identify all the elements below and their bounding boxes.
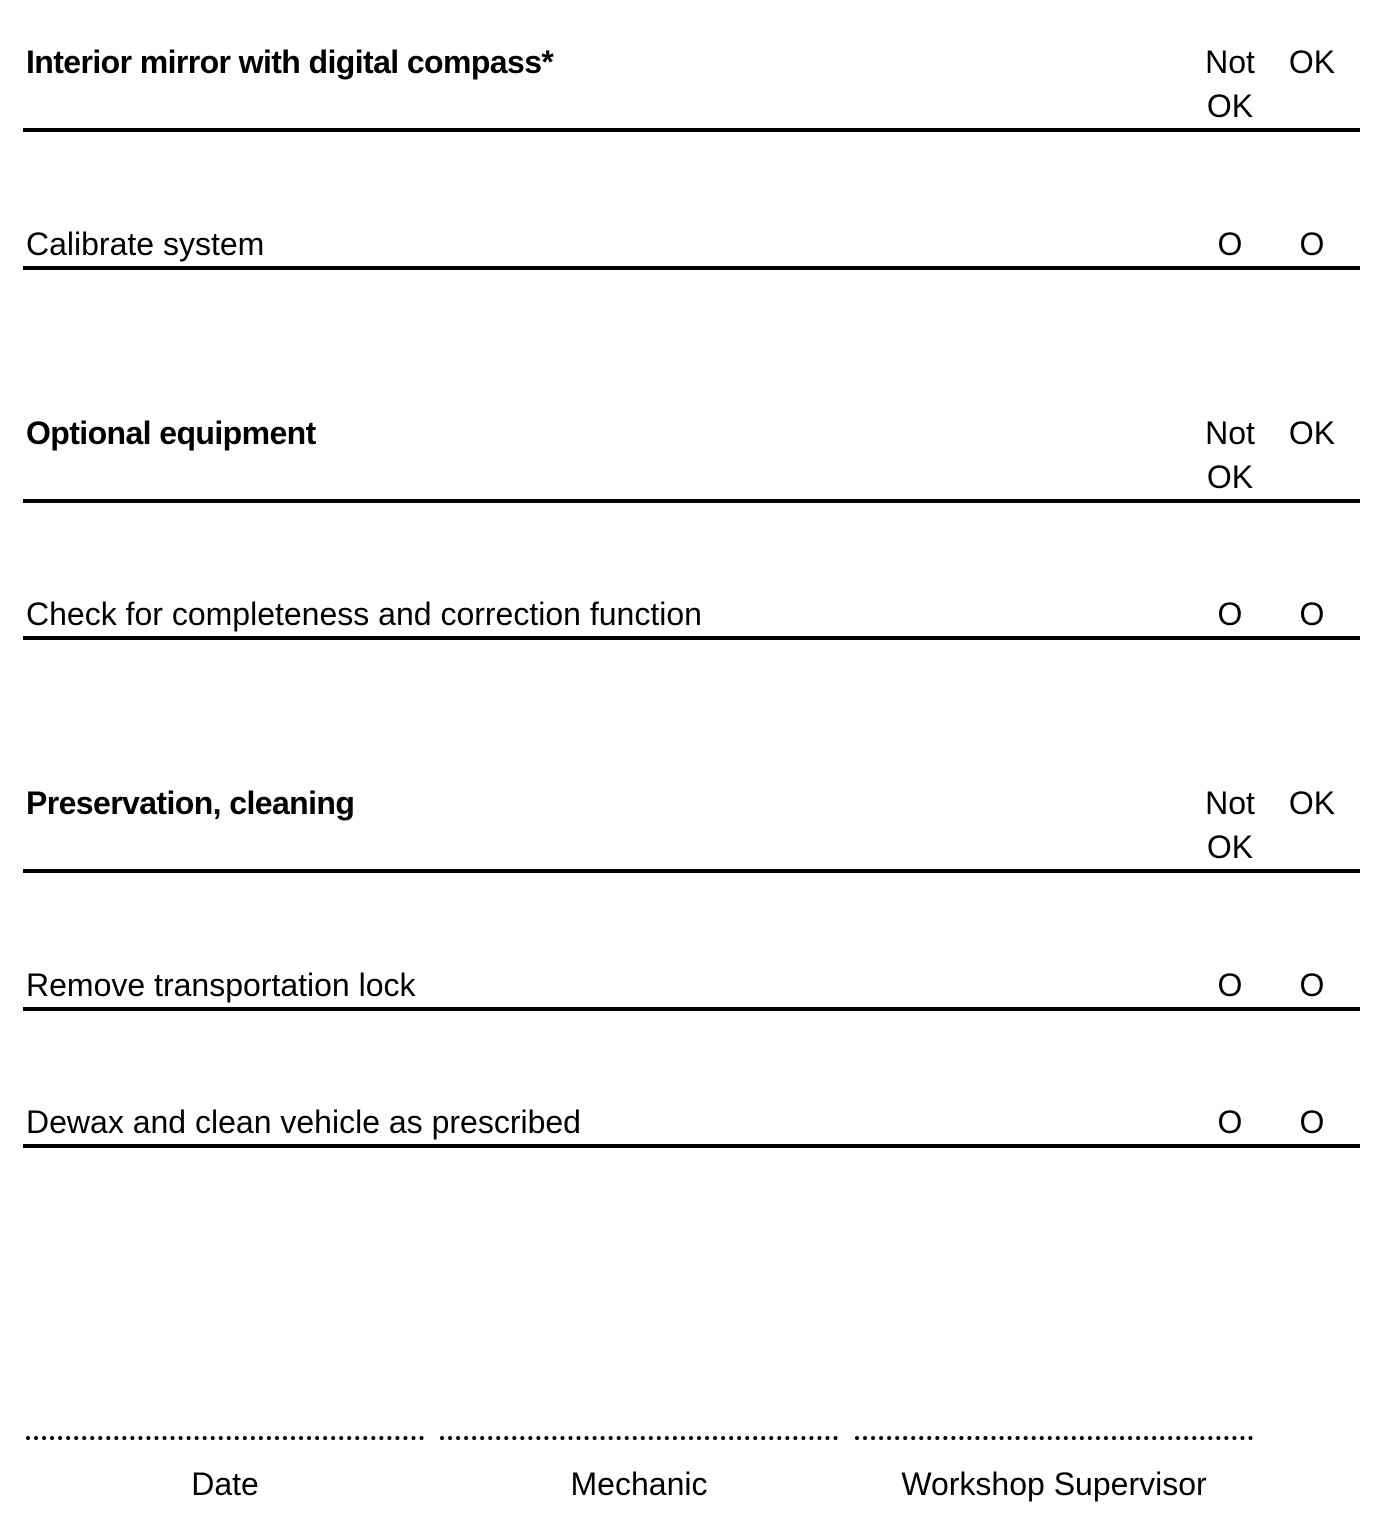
mechanic-signature-line[interactable] (440, 1432, 838, 1440)
section-divider (23, 499, 1360, 503)
column-header-ok: OK (1288, 415, 1336, 451)
column-header-not-ok-line1: Not (1205, 44, 1255, 80)
checklist-item-label: Remove transportation lock (26, 967, 416, 1003)
column-header-not-ok-line2: OK (1206, 829, 1254, 865)
ok-checkbox[interactable]: O (1299, 226, 1325, 262)
column-header-not-ok-line2: OK (1206, 88, 1254, 124)
column-header-not-ok (1190, 411, 1270, 499)
row-divider (23, 636, 1360, 640)
section-divider (23, 869, 1360, 873)
supervisor-signature-line[interactable] (855, 1432, 1253, 1440)
column-header-not-ok-line1: Not (1205, 415, 1255, 451)
not-ok-checkbox[interactable]: O (1217, 967, 1243, 1003)
section-divider (23, 128, 1360, 132)
column-header-not-ok (1190, 781, 1270, 869)
checklist-item-label: Check for completeness and correction function (26, 596, 702, 632)
date-label: Date (191, 1466, 259, 1502)
not-ok-checkbox[interactable]: O (1217, 1104, 1243, 1140)
section-heading: Interior mirror with digital compass* (26, 44, 554, 80)
checklist-item-label: Calibrate system (26, 226, 265, 262)
row-divider (23, 266, 1360, 270)
not-ok-checkbox[interactable]: O (1217, 596, 1243, 632)
column-header-not-ok (1190, 40, 1270, 128)
row-divider (23, 1007, 1360, 1011)
row-divider (23, 1144, 1360, 1148)
date-signature-line[interactable] (26, 1432, 424, 1440)
ok-checkbox[interactable]: O (1299, 596, 1325, 632)
section-heading: Preservation, cleaning (26, 785, 355, 821)
section-heading: Optional equipment (26, 415, 316, 451)
column-header-not-ok-line1: Not (1205, 785, 1255, 821)
supervisor-label: Workshop Supervisor (901, 1466, 1207, 1502)
column-header-ok: OK (1288, 785, 1336, 821)
column-header-ok: OK (1288, 44, 1336, 80)
ok-checkbox[interactable]: O (1299, 1104, 1325, 1140)
checklist-item-label: Dewax and clean vehicle as prescribed (26, 1104, 581, 1140)
mechanic-label: Mechanic (570, 1466, 708, 1502)
ok-checkbox[interactable]: O (1299, 967, 1325, 1003)
not-ok-checkbox[interactable]: O (1217, 226, 1243, 262)
column-header-not-ok-line2: OK (1206, 459, 1254, 495)
